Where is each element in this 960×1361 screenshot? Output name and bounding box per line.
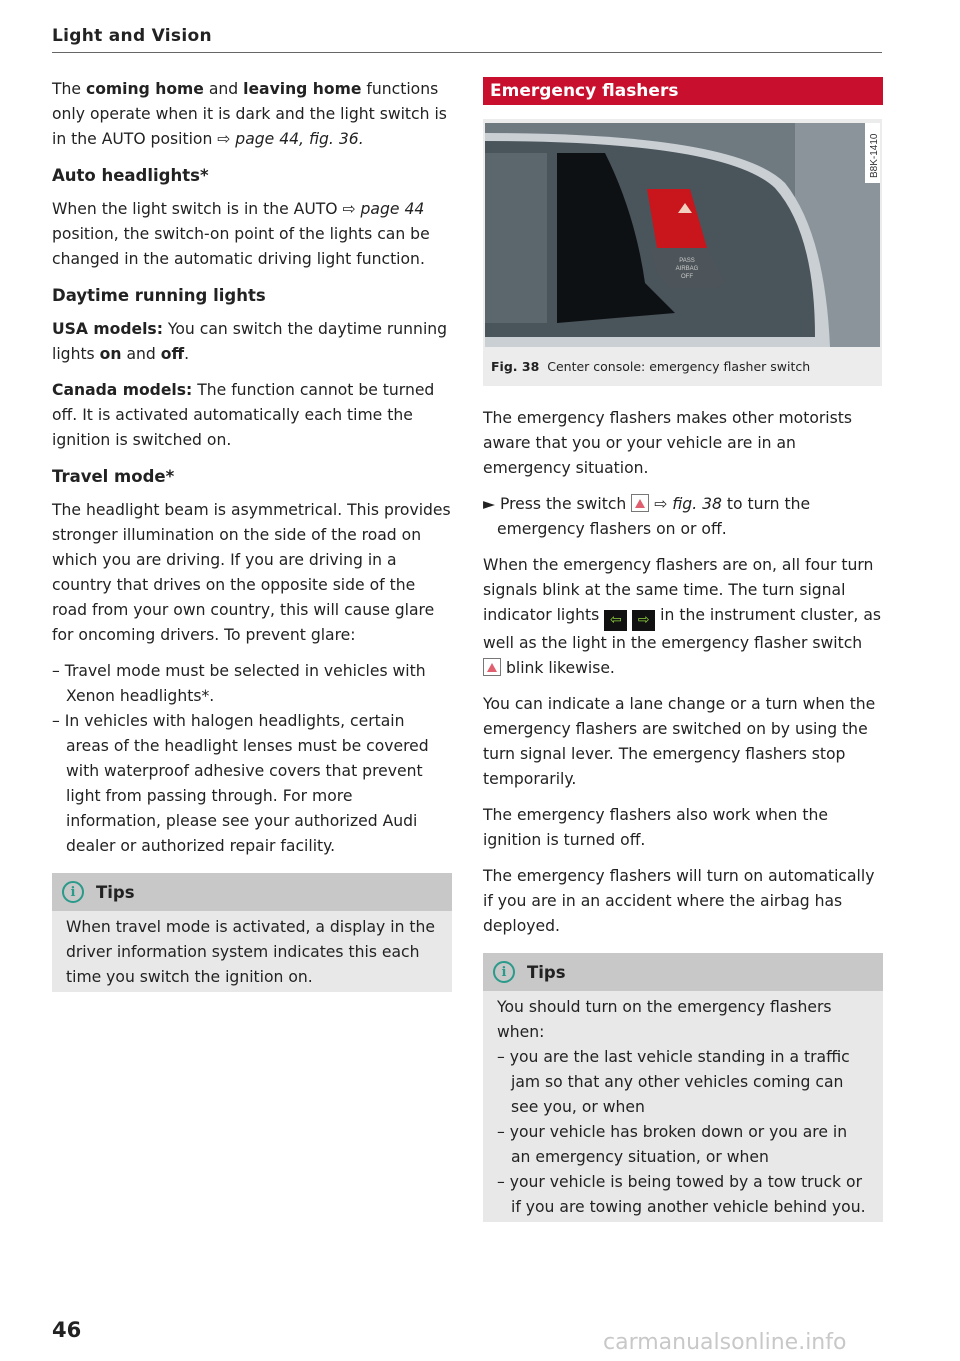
header-rule <box>52 52 882 53</box>
heading-auto-headlights: Auto headlights* <box>52 166 209 185</box>
figure-code: B8K-1410 <box>869 133 880 178</box>
text: to turn the emergency flashers on or off. <box>497 495 811 538</box>
figure-caption <box>485 347 880 379</box>
text: in the instrument cluster, as well as the light in the emergency flasher switch <box>483 606 882 652</box>
tips-box <box>483 953 883 1222</box>
turn-left-indicator-icon: ⇦ <box>604 610 627 631</box>
figure <box>483 119 882 386</box>
running-header: Light and Vision <box>52 26 212 46</box>
page-reference-link[interactable]: ⇨ page 44 <box>342 200 425 218</box>
paragraph-travel: The headlight beam is asymmetrical. This provides stronger illumination on the side of the road on which you are driving. If you are driving in a country that drives on the opposite side of the road from your own country, this will cause glare for oncoming drivers. To prevent glare: <box>52 501 451 644</box>
tips-title: Tips <box>96 882 135 902</box>
tips-title: Tips <box>527 962 566 982</box>
text: When the emergency flashers are on, all four turn signals blink at the same time. The turn signal indicator lights <box>483 556 874 624</box>
turn-right-indicator-icon: ⇨ <box>632 610 655 631</box>
bold-term: on <box>99 345 122 363</box>
button-label: AIRBAG <box>675 266 699 272</box>
list-item: – In vehicles with halogen headlights, certain areas of the headlight lenses must be covered with waterproof adhesive covers that prevent light from passing through. For more information, please see your authorized Audi dealer or authorized repair facility. <box>52 712 429 855</box>
tips-header <box>52 873 452 911</box>
button-label: OFF <box>681 274 693 280</box>
figure-label: Fig. 38 <box>491 359 540 374</box>
instruction-step <box>483 492 883 542</box>
paragraph: You can indicate a lane change or a turn when the emergency flashers are switched on by using the turn signal lever. The emergency flashers stop temporarily. <box>483 695 876 788</box>
bold-term: coming home <box>85 80 204 98</box>
text: and <box>121 345 161 363</box>
center-console-illustration <box>485 123 880 347</box>
page-number: 46 <box>52 1318 82 1342</box>
section-title: Emergency flashers <box>483 77 883 105</box>
text: ► Press the switch <box>483 495 632 513</box>
list-item: – your vehicle has broken down or you are in an emergency situation, or when <box>497 1123 848 1166</box>
text: The function cannot be turned off. It is activated automatically each time the ignition is switched on. <box>52 381 435 449</box>
paragraph: The emergency flashers also work when the ignition is turned off. <box>483 806 828 849</box>
hazard-switch-icon <box>631 494 649 512</box>
hazard-switch-icon <box>483 658 501 676</box>
watermark: carmanualsonline.info <box>603 1330 847 1355</box>
heading-daytime-running-lights: Daytime running lights <box>52 286 266 305</box>
tips-intro: You should turn on the emergency flashers when: <box>497 998 832 1041</box>
bold-term: off <box>160 345 185 363</box>
tips-header <box>483 953 883 991</box>
tips-body: When travel mode is activated, a display in the driver information system indicates this each time you switch the ignition on. <box>66 918 436 986</box>
list-item: – you are the last vehicle standing in a traffic jam so that any other vehicles coming can see you, or when <box>497 1048 850 1116</box>
paragraph-usa <box>52 317 452 367</box>
text: . <box>184 345 190 363</box>
caption-text: Center console: emergency flasher switch <box>547 359 811 374</box>
bold-term: Canada models: <box>52 381 193 399</box>
bold-term: leaving home <box>243 80 362 98</box>
text: The <box>52 80 86 98</box>
info-icon: i <box>62 881 84 903</box>
list-item: – your vehicle is being towed by a tow truck or if you are towing another vehicle behind you. <box>497 1173 866 1216</box>
tips-body <box>483 991 883 1222</box>
paragraph: The emergency flashers makes other motorists aware that you or your vehicle are in an emergency situation. <box>483 409 852 477</box>
right-column <box>483 77 883 1222</box>
heading-travel-mode: Travel mode* <box>52 467 175 486</box>
text: position, the switch-on point of the lights can be changed in the automatic driving light function. <box>52 225 430 268</box>
text: and <box>203 80 244 98</box>
paragraph-coming-home <box>52 77 452 152</box>
left-column <box>52 77 452 992</box>
text: functions only operate when it is dark and the light switch is in the AUTO position <box>52 80 447 148</box>
info-icon: i <box>493 961 515 983</box>
button-label: PASS <box>679 258 695 264</box>
paragraph-canada <box>52 378 452 453</box>
text: When the light switch is in the AUTO <box>52 200 343 218</box>
figure-reference-link[interactable]: ⇨ fig. 38 <box>654 495 722 513</box>
tips-box <box>52 873 452 992</box>
paragraph: The emergency flashers will turn on automatically if you are in an accident where the airbag has deployed. <box>483 867 875 935</box>
text: You can switch the daytime running lights <box>52 320 448 363</box>
paragraph-auto <box>52 197 452 272</box>
bold-term: USA models: <box>52 320 163 338</box>
page-reference-link[interactable]: ⇨ page 44, fig. 36. <box>217 130 364 148</box>
list-item: – Travel mode must be selected in vehicles with Xenon headlights*. <box>52 662 426 705</box>
paragraph <box>483 553 883 681</box>
text: blink likewise. <box>501 659 615 677</box>
